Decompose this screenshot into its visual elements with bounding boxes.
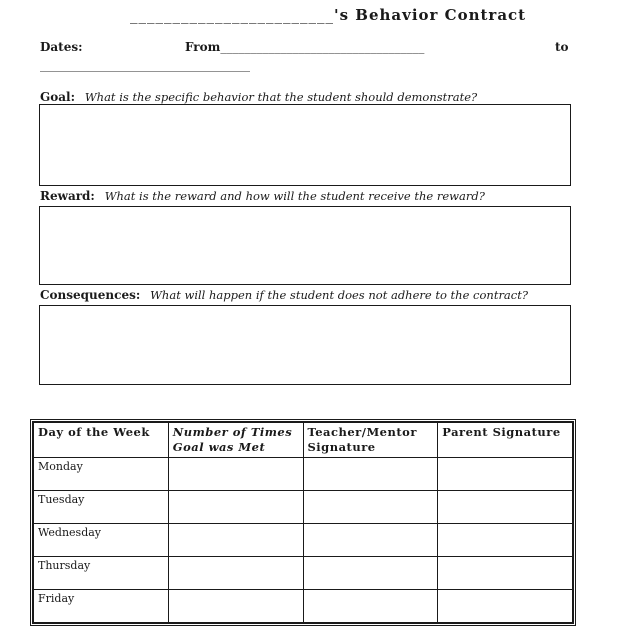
table-row: [34, 491, 573, 524]
day-cell-wednesday: Wednesday: [34, 524, 169, 557]
teacher-signature-cell[interactable]: [303, 524, 438, 557]
from-label: From: [185, 40, 221, 54]
teacher-signature-cell[interactable]: [303, 458, 438, 491]
parent-signature-cell[interactable]: [438, 524, 573, 557]
reward-answer-box[interactable]: [39, 206, 571, 285]
parent-signature-cell[interactable]: [438, 458, 573, 491]
contract-title: [130, 6, 526, 24]
reward-question-text: What is the reward and how will the student receive the reward?: [104, 189, 485, 203]
day-cell-thursday: Thursday: [34, 557, 169, 590]
goal-answer-box[interactable]: [39, 104, 571, 186]
header-parent-signature: Parent Signature: [438, 423, 573, 458]
dates-label: Dates:: [40, 40, 83, 54]
table-row: [34, 524, 573, 557]
consequences-label: Consequences:: [40, 288, 141, 302]
header-times-goal-met: Number of Times Goal was Met: [168, 423, 303, 458]
consequences-question-text: What will happen if the student does not adhere to the contract?: [150, 288, 529, 302]
dates-from: [185, 40, 424, 54]
times-met-cell[interactable]: [168, 491, 303, 524]
goal-question-text: What is the specific behavior that the student should demonstrate?: [84, 90, 478, 104]
reward-question: [40, 189, 485, 203]
weekly-tracker-table: [30, 419, 576, 626]
times-met-cell[interactable]: [168, 590, 303, 623]
from-date-blank[interactable]: __________________________________: [220, 40, 425, 54]
day-cell-monday: Monday: [34, 458, 169, 491]
table-row: [34, 590, 573, 623]
header-day-of-week: Day of the Week: [34, 423, 169, 458]
parent-signature-cell[interactable]: [438, 590, 573, 623]
title-text: 's Behavior Contract: [334, 6, 527, 24]
teacher-signature-cell[interactable]: [303, 557, 438, 590]
consequences-question: [40, 288, 528, 302]
student-name-blank[interactable]: ________________________: [130, 6, 334, 24]
header-teacher-signature: Teacher/Mentor Signature: [303, 423, 438, 458]
to-date-blank[interactable]: ___________________________________: [40, 58, 250, 72]
goal-label: Goal:: [40, 90, 76, 104]
times-met-cell[interactable]: [168, 524, 303, 557]
consequences-answer-box[interactable]: [39, 305, 571, 385]
table-row: [34, 557, 573, 590]
day-cell-tuesday: Tuesday: [34, 491, 169, 524]
table-row: [34, 458, 573, 491]
times-met-cell[interactable]: [168, 458, 303, 491]
parent-signature-cell[interactable]: [438, 491, 573, 524]
tracker-header-row: [34, 423, 573, 458]
teacher-signature-cell[interactable]: [303, 491, 438, 524]
times-met-cell[interactable]: [168, 557, 303, 590]
goal-question: [40, 90, 477, 104]
reward-label: Reward:: [40, 189, 95, 203]
parent-signature-cell[interactable]: [438, 557, 573, 590]
day-cell-friday: Friday: [34, 590, 169, 623]
teacher-signature-cell[interactable]: [303, 590, 438, 623]
to-label: to: [555, 40, 569, 54]
